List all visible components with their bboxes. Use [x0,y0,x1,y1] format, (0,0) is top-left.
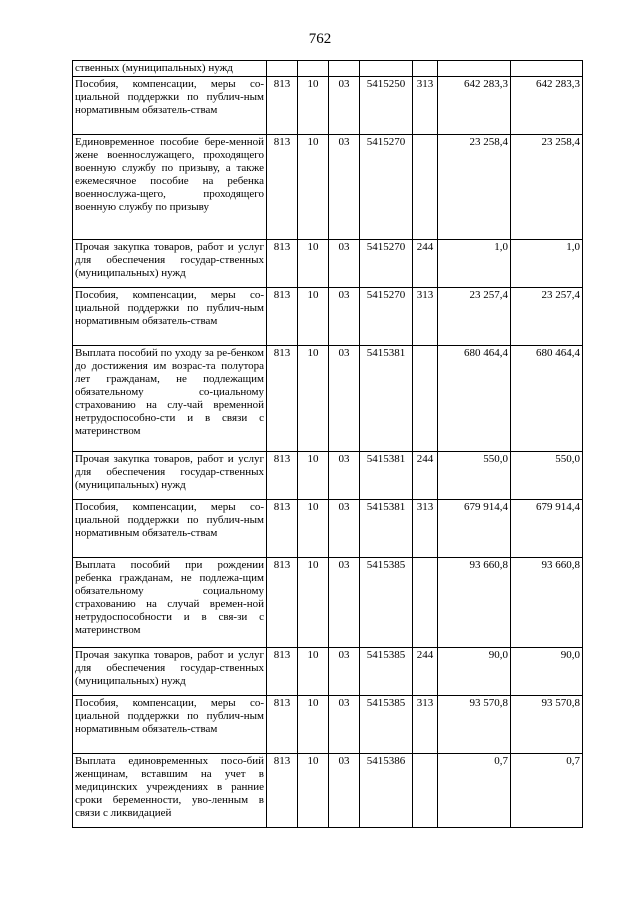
amount-cell: 642 283,3 [511,77,583,135]
amount-cell [511,61,583,77]
amount-cell: 0,7 [438,754,511,828]
row-name-cell: Пособия, компенсации, меры со-циальной поддержки по публич-ным нормативным обязатель-ствам [73,696,267,754]
row-name-cell: Пособия, компенсации, меры со-циальной поддержки по публич-ным нормативным обязатель-ствам [73,288,267,346]
amount-cell: 550,0 [438,452,511,500]
budget-table [72,60,583,828]
expense-kind-cell [413,135,438,240]
row-name-cell: Прочая закупка товаров, работ и услуг для обеспечения государ-ственных (муниципальных) нужд [73,648,267,696]
amount-cell: 23 258,4 [511,135,583,240]
expense-kind-cell: 244 [413,240,438,288]
amount-cell: 550,0 [511,452,583,500]
target-item-cell: 5415381 [360,452,413,500]
expense-kind-cell [413,558,438,648]
section-code-cell: 10 [298,696,329,754]
amount-cell: 90,0 [438,648,511,696]
ministry-code-cell: 813 [267,288,298,346]
amount-cell: 93 570,8 [511,696,583,754]
amount-cell: 23 257,4 [511,288,583,346]
section-code-cell [298,61,329,77]
amount-cell: 1,0 [511,240,583,288]
table-row [73,346,583,452]
table-row [73,648,583,696]
target-item-cell: 5415385 [360,558,413,648]
table-row [73,452,583,500]
section-code-cell: 10 [298,754,329,828]
ministry-code-cell: 813 [267,500,298,558]
table-row [73,135,583,240]
table-row [73,240,583,288]
row-name-cell: Единовременное пособие бере-менной жене военнослужащего, проходящего военную службу по призыву, а также ежемесячное пособие на ребенка военнослужа-щего, проходящего военную службу по призыву [73,135,267,240]
amount-cell: 93 660,8 [511,558,583,648]
page-number: 762 [308,31,332,47]
row-name-cell: Прочая закупка товаров, работ и услуг для обеспечения государ-ственных (муниципальных) нужд [73,240,267,288]
row-name-cell: Пособия, компенсации, меры со-циальной поддержки по публич-ным нормативным обязатель-ствам [73,77,267,135]
target-item-cell: 5415270 [360,135,413,240]
ministry-code-cell: 813 [267,346,298,452]
expense-kind-cell: 313 [413,288,438,346]
ministry-code-cell: 813 [267,558,298,648]
amount-cell: 90,0 [511,648,583,696]
subsection-code-cell: 03 [329,346,360,452]
subsection-code-cell: 03 [329,135,360,240]
table-row [73,754,583,828]
row-name-cell: Выплата пособий при рождении ребенка гражданам, не подлежа-щим обязательному социальному страхованию на случай времен-ной нетрудоспособности и в свя-зи с материнством [73,558,267,648]
section-code-cell: 10 [298,135,329,240]
ministry-code-cell: 813 [267,754,298,828]
amount-cell: 680 464,4 [511,346,583,452]
section-code-cell: 10 [298,500,329,558]
row-name-cell: Прочая закупка товаров, работ и услуг для обеспечения государ-ственных (муниципальных) нужд [73,452,267,500]
section-code-cell: 10 [298,558,329,648]
amount-cell: 23 258,4 [438,135,511,240]
subsection-code-cell: 03 [329,77,360,135]
subsection-code-cell: 03 [329,558,360,648]
expense-kind-cell: 244 [413,648,438,696]
table-row [73,61,583,77]
ministry-code-cell: 813 [267,77,298,135]
subsection-code-cell: 03 [329,288,360,346]
expense-kind-cell: 313 [413,696,438,754]
amount-cell: 23 257,4 [438,288,511,346]
subsection-code-cell: 03 [329,452,360,500]
section-code-cell: 10 [298,77,329,135]
section-code-cell: 10 [298,346,329,452]
row-name-cell: Пособия, компенсации, меры со-циальной поддержки по публич-ным нормативным обязатель-ствам [73,500,267,558]
ministry-code-cell: 813 [267,240,298,288]
expense-kind-cell [413,754,438,828]
amount-cell: 0,7 [511,754,583,828]
subsection-code-cell [329,61,360,77]
amount-cell: 679 914,4 [511,500,583,558]
subsection-code-cell: 03 [329,500,360,558]
row-name-cell: Выплата пособий по уходу за ре-бенком до достижения им возрас-та полутора лет гражданам, не подлежащим обязательному со-циальному страхованию на слу-чай временной нетрудоспособно-сти и в связи с материнством [73,346,267,452]
target-item-cell: 5415385 [360,696,413,754]
table-row [73,77,583,135]
subsection-code-cell: 03 [329,696,360,754]
table-row [73,288,583,346]
expense-kind-cell: 313 [413,77,438,135]
ministry-code-cell: 813 [267,135,298,240]
row-name-cell: ственных (муниципальных) нужд [73,61,267,77]
expense-kind-cell: 244 [413,452,438,500]
target-item-cell: 5415270 [360,240,413,288]
target-item-cell: 5415381 [360,500,413,558]
target-item-cell: 5415381 [360,346,413,452]
amount-cell: 93 660,8 [438,558,511,648]
amount-cell: 93 570,8 [438,696,511,754]
table-row [73,558,583,648]
ministry-code-cell: 813 [267,452,298,500]
expense-kind-cell [413,61,438,77]
expense-kind-cell [413,346,438,452]
target-item-cell [360,61,413,77]
amount-cell: 680 464,4 [438,346,511,452]
target-item-cell: 5415386 [360,754,413,828]
target-item-cell: 5415270 [360,288,413,346]
subsection-code-cell: 03 [329,240,360,288]
ministry-code-cell [267,61,298,77]
ministry-code-cell: 813 [267,648,298,696]
expense-kind-cell: 313 [413,500,438,558]
section-code-cell: 10 [298,648,329,696]
target-item-cell: 5415250 [360,77,413,135]
ministry-code-cell: 813 [267,696,298,754]
section-code-cell: 10 [298,288,329,346]
subsection-code-cell: 03 [329,648,360,696]
amount-cell: 642 283,3 [438,77,511,135]
amount-cell [438,61,511,77]
amount-cell: 679 914,4 [438,500,511,558]
table-row [73,696,583,754]
table-row [73,500,583,558]
amount-cell: 1,0 [438,240,511,288]
target-item-cell: 5415385 [360,648,413,696]
section-code-cell: 10 [298,452,329,500]
section-code-cell: 10 [298,240,329,288]
subsection-code-cell: 03 [329,754,360,828]
budget-table-body [73,61,583,828]
row-name-cell: Выплата единовременных посо-бий женщинам, вставшим на учет в медицинских учреждениях в ранние сроки беременности, уво-ленным в связи с ликвидацией [73,754,267,828]
